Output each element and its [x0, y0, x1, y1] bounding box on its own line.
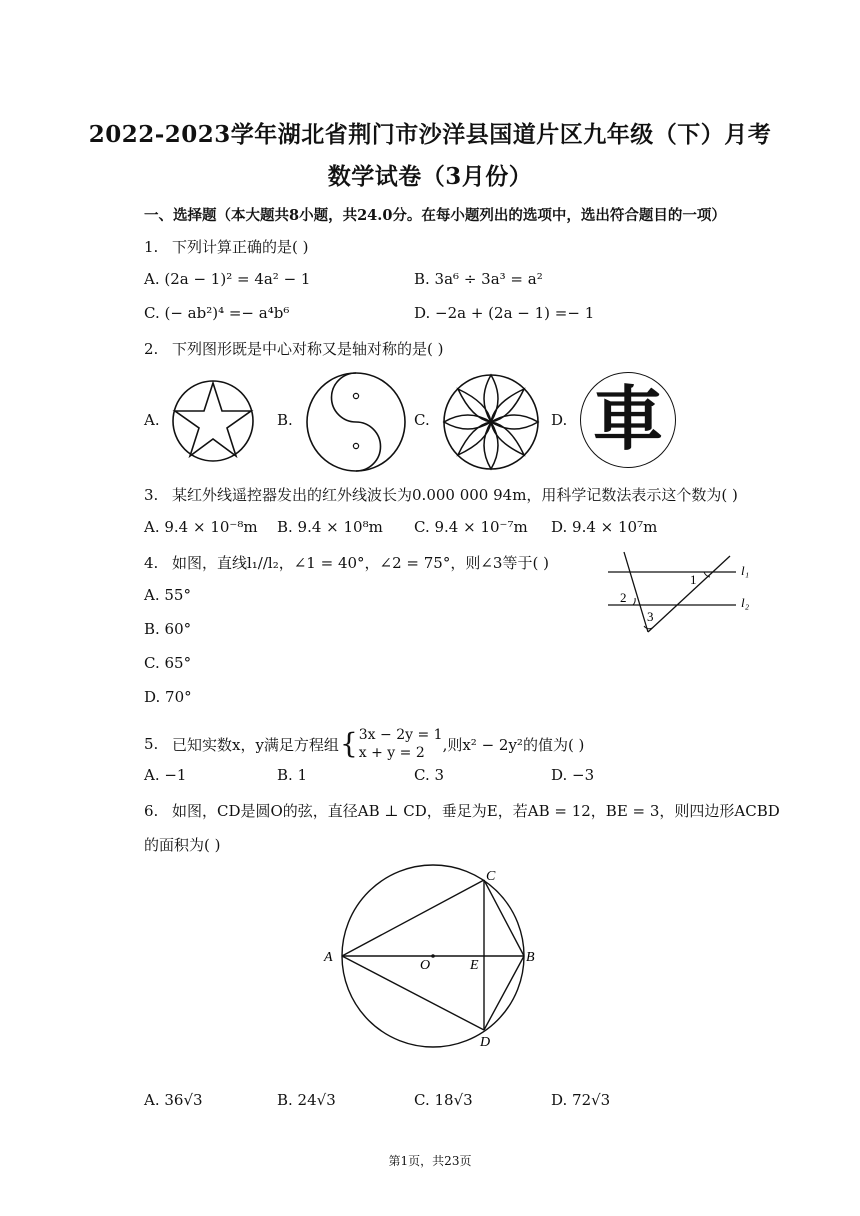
- line-l2-label: l₂: [741, 595, 750, 610]
- car-character: 車: [593, 378, 663, 460]
- question-text: 下列图形既是中心对称又是轴对称的是( ): [172, 340, 444, 358]
- question-text: 下列计算正确的是( ): [172, 238, 309, 256]
- angle-1-label: 1: [690, 572, 697, 587]
- q3-option-a: A. 9.4 × 10⁻⁸m: [144, 518, 258, 536]
- question-text: 某红外线遥控器发出的红外线波长为0.000 000 94m，用科学记数法表示这个数为( ): [172, 486, 738, 504]
- question-text-suffix: ,则x² − 2y²的值为( ): [442, 735, 585, 754]
- q2-option-c: C.: [414, 411, 430, 429]
- q3-option-d: D. 9.4 × 10⁷m: [551, 518, 658, 536]
- question-number: 1.: [144, 238, 159, 256]
- q2-option-b: B.: [277, 411, 293, 429]
- equation-1: 3x − 2y = 1: [358, 727, 443, 743]
- title-line-2: 数学试卷（3月份）: [327, 163, 533, 190]
- q2-option-a: A.: [144, 411, 160, 429]
- q3-option-b: B. 9.4 × 10⁸m: [277, 518, 383, 536]
- point-o-label: O: [420, 958, 431, 973]
- section-header: 一、选择题（本大题共8小题，共24.0分。在每小题列出的选项中，选出符合题目的一项）: [144, 207, 726, 224]
- q1-option-d: D. −2a + (2a − 1) =− 1: [414, 304, 595, 322]
- q1-option-c: C. (− ab²)⁴ =− a⁴b⁶: [144, 304, 290, 322]
- q5-option-a: A. −1: [144, 766, 187, 784]
- question-5: [144, 726, 584, 762]
- question-3: [144, 484, 738, 505]
- angle-3-label: 3: [647, 609, 654, 624]
- question-6: [144, 800, 780, 821]
- question-number: 3.: [144, 486, 159, 504]
- q5-option-c: C. 3: [414, 766, 445, 784]
- angle-2-label: 2: [620, 590, 627, 605]
- q1-option-b: B. 3a⁶ ÷ 3a³ = a²: [414, 270, 543, 288]
- question-6-line-2: 的面积为( ): [144, 836, 221, 854]
- q5-option-b: B. 1: [277, 766, 308, 784]
- q3-option-c: C. 9.4 × 10⁻⁷m: [414, 518, 528, 536]
- equation-system: [359, 726, 443, 762]
- line-l1-label: l₁: [741, 563, 750, 578]
- q2-option-d: D.: [551, 411, 568, 429]
- point-b-label: B: [526, 950, 535, 965]
- q4-option-c: C. 65°: [144, 654, 192, 672]
- point-d-label: D: [480, 1035, 491, 1050]
- title-line-1: 2022-2023学年湖北省荆门市沙洋县国道片区九年级（下）月考: [88, 121, 772, 148]
- q4-option-d: D. 70°: [144, 688, 192, 706]
- point-a-label: A: [324, 950, 333, 965]
- q6-option-a: A. 36√3: [144, 1091, 203, 1109]
- question-4: [144, 552, 549, 573]
- q1-option-a: A. (2a − 1)² = 4a² − 1: [144, 270, 311, 288]
- question-number: 6.: [144, 802, 159, 820]
- q4-option-a: A. 55°: [144, 586, 191, 604]
- page-footer: 第1页，共23页: [388, 1154, 472, 1168]
- car-character-circle-figure: [580, 372, 676, 468]
- question-1: [144, 236, 308, 257]
- question-2: [144, 338, 443, 359]
- equation-2: x + y = 2: [358, 745, 425, 761]
- q6-option-c: C. 18√3: [414, 1091, 473, 1109]
- question-text-prefix: 已知实数x，y满足方程组: [172, 735, 339, 754]
- yin-yang-figure: [304, 370, 408, 474]
- question-text: 如图，CD是圆O的弦，直径AB ⊥ CD，垂足为E，若AB = 12，BE = 3，则四边形ACBD: [172, 802, 780, 820]
- q5-option-d: D. −3: [551, 766, 595, 784]
- question-number: 2.: [144, 340, 159, 358]
- question-text: 如图，直线l₁//l₂，∠1 = 40°，∠2 = 75°，则∠3等于( ): [172, 554, 549, 572]
- question-number: 4.: [144, 554, 159, 572]
- q6-option-b: B. 24√3: [277, 1091, 336, 1109]
- flower-circle-figure: [441, 372, 541, 472]
- circle-chord-figure: [318, 862, 548, 1058]
- brace: {: [339, 727, 358, 760]
- q4-option-b: B. 60°: [144, 620, 192, 638]
- point-c-label: C: [486, 869, 496, 884]
- q6-option-d: D. 72√3: [551, 1091, 611, 1109]
- star-circle-figure: [170, 378, 256, 464]
- parallel-lines-figure: [600, 548, 760, 638]
- question-number: 5.: [144, 735, 159, 753]
- point-e-label: E: [470, 958, 479, 973]
